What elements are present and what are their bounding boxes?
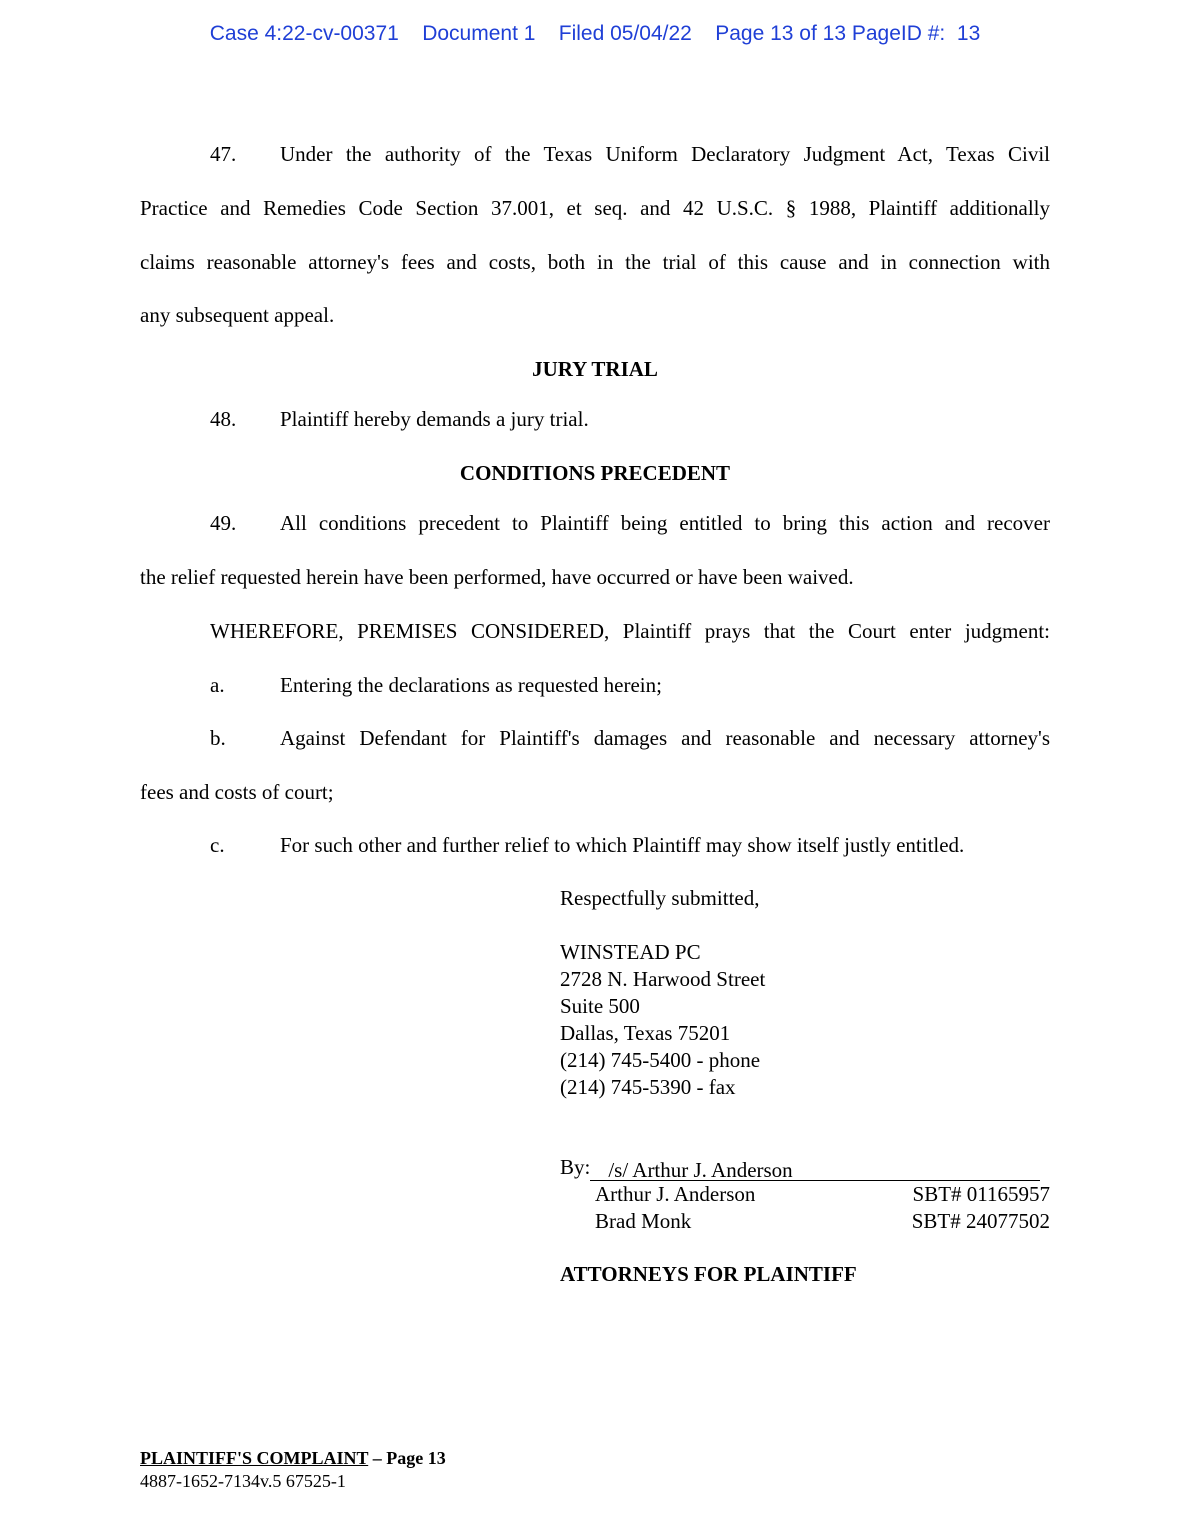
conditions-heading: CONDITIONS PRECEDENT: [459, 461, 731, 485]
footer-title: PLAINTIFF'S COMPLAINT: [140, 1448, 369, 1468]
electronic-signature: /s/ Arthur J. Anderson: [608, 1158, 793, 1182]
p49-line2: the relief requested herein have been performed, have occurred or have been waived.: [140, 565, 854, 589]
firm-address-suite: Suite 500: [560, 994, 640, 1018]
attorney-row: [560, 1208, 1050, 1235]
header-page: Page 13 of 13: [715, 22, 846, 45]
jury-trial-heading: JURY TRIAL: [532, 357, 658, 381]
attorney-row: [560, 1181, 1050, 1208]
p47-line4: any subsequent appeal.: [140, 303, 335, 327]
signature-underline: [590, 1157, 1040, 1181]
footer-title-line: [140, 1448, 446, 1469]
attorney-name: Brad Monk: [595, 1209, 692, 1233]
filing-header: [0, 22, 1190, 46]
item-a-label: a.: [210, 673, 225, 697]
p47-line3: claims reasonable attorney's fees and costs, both in the trial of this cause and in connection with: [140, 250, 1050, 274]
p48-text: Plaintiff hereby demands a jury trial.: [280, 407, 589, 431]
wherefore-text: WHEREFORE, PREMISES CONSIDERED, Plaintiff prays that the Court enter judgment:: [210, 619, 1050, 643]
firm-address-city: Dallas, Texas 75201: [560, 1021, 731, 1045]
p49-number: 49.: [210, 511, 237, 535]
firm-block: [560, 939, 765, 1101]
attorney-sbt: SBT# 24077502: [911, 1209, 1050, 1233]
header-pageid: PageID #: 13: [851, 22, 981, 45]
header-document: Document 1: [422, 22, 536, 45]
by-label: By:: [560, 1155, 591, 1179]
item-b-label: b.: [210, 726, 226, 750]
firm-phone: (214) 745-5400 - phone: [560, 1048, 761, 1072]
p47-line2: Practice and Remedies Code Section 37.001, et seq. and 42 U.S.C. § 1988, Plaintiff additionally: [140, 196, 1050, 220]
attorney-name: Arthur J. Anderson: [595, 1182, 756, 1206]
p49-line1: All conditions precedent to Plaintiff being entitled to bring this action and recover: [280, 511, 1050, 535]
footer-page: – Page 13: [368, 1448, 446, 1468]
closing-text: Respectfully submitted,: [560, 886, 760, 910]
header-filed: Filed 05/04/22: [558, 22, 692, 45]
item-c-label: c.: [210, 833, 225, 857]
firm-address-street: 2728 N. Harwood Street: [560, 967, 766, 991]
item-a-text: Entering the declarations as requested herein;: [280, 673, 662, 697]
signature-line: [560, 1154, 1050, 1235]
header-case: Case 4:22-cv-00371: [209, 22, 399, 45]
firm-name: WINSTEAD PC: [560, 940, 701, 964]
attorney-sbt: SBT# 01165957: [912, 1182, 1050, 1206]
firm-fax: (214) 745-5390 - fax: [560, 1075, 736, 1099]
p47-number: 47.: [210, 142, 237, 166]
item-c-text: For such other and further relief to which Plaintiff may show itself justly entitled.: [280, 833, 965, 857]
p48-number: 48.: [210, 407, 237, 431]
footer-docid: 4887-1652-7134v.5 67525-1: [140, 1471, 346, 1491]
p47-line1: Under the authority of the Texas Uniform Declaratory Judgment Act, Texas Civil: [280, 142, 1050, 166]
item-b-line1: Against Defendant for Plaintiff's damages and reasonable and necessary attorney's: [280, 726, 1050, 750]
item-b-line2: fees and costs of court;: [140, 780, 334, 804]
attorneys-role: ATTORNEYS FOR PLAINTIFF: [560, 1262, 857, 1286]
